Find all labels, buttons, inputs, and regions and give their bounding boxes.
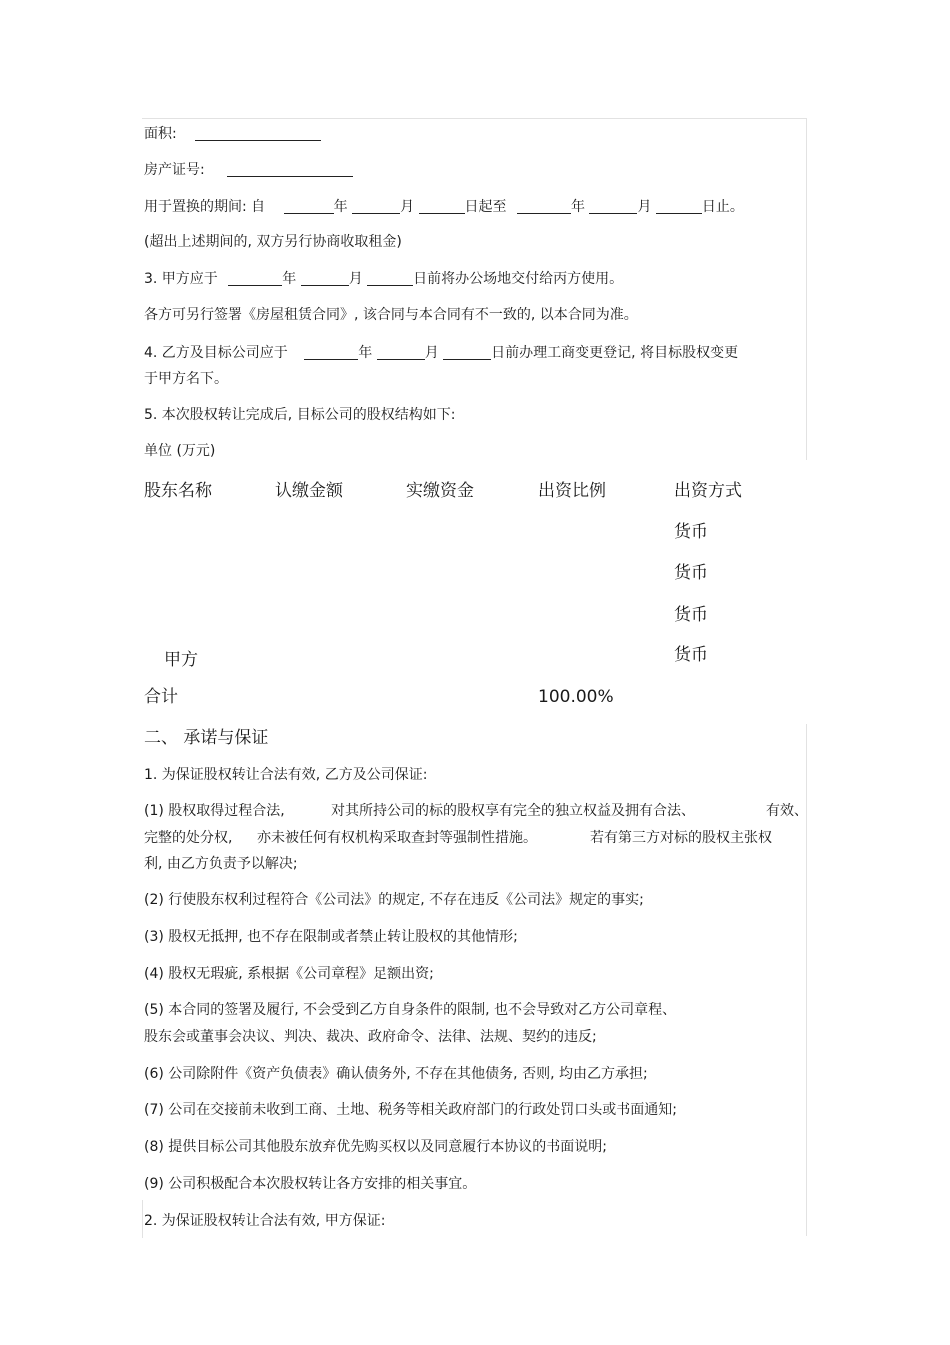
period-year-label-2: 年: [570, 199, 585, 215]
cert-line: [144, 161, 353, 179]
promise-7: (7) 公司在交接前未收到工商、土地、税务等相关政府部门的行政处罚口头或书面通知;: [144, 1102, 677, 1118]
frame-left-line-lower: [142, 1200, 143, 1238]
table-cell-method: 货币: [674, 522, 708, 542]
table-total-ratio: 100.00%: [538, 687, 614, 707]
section-2-heading: 二、 承诺与保证: [144, 728, 269, 748]
item-4-year-label: 年: [358, 345, 373, 361]
promise-1-line-2a: 完整的处分权,: [144, 830, 233, 846]
cert-blank[interactable]: [227, 162, 353, 177]
period-line: [144, 198, 744, 216]
item-3-line: [144, 270, 623, 288]
table-header-ratio: 出资比例: [538, 481, 606, 501]
unit-label: 单位 (万元): [144, 443, 216, 459]
frame-right-line-upper: [806, 118, 807, 460]
promise-5-line-2: 股东会或董事会决议、判决、裁决、政府命令、法律、法规、契约的违反;: [144, 1029, 597, 1045]
period-to-year-blank[interactable]: [517, 199, 571, 214]
period-to-day-blank[interactable]: [656, 199, 702, 214]
item-3-suffix: 日前将办公场地交付给丙方使用。: [413, 271, 624, 287]
promise-9: (9) 公司积极配合本次股权转让各方安排的相关事宜。: [144, 1176, 477, 1192]
promise-6: (6) 公司除附件《资产负债表》确认债务外, 不存在其他债务, 否则, 均由乙方承担;: [144, 1066, 648, 1082]
item-4-year-blank[interactable]: [304, 345, 358, 360]
period-year-label: 年: [333, 199, 348, 215]
item-4-line-2: 于甲方名下。: [144, 371, 228, 387]
period-day-from-label: 日起至: [464, 199, 507, 215]
item-3-day-blank[interactable]: [367, 271, 413, 286]
table-cell-method: 货币: [674, 645, 708, 665]
period-from-month-blank[interactable]: [352, 199, 400, 214]
frame-top-line: [142, 118, 807, 119]
item-3-year-blank[interactable]: [228, 271, 282, 286]
promise-8: (8) 提供目标公司其他股东放弃优先购买权以及同意履行本协议的书面说明;: [144, 1139, 607, 1155]
period-from-day-blank[interactable]: [419, 199, 465, 214]
item-3-prefix: 3. 甲方应于: [144, 271, 218, 287]
promise-1-line-1a: (1) 股权取得过程合法,: [144, 803, 285, 819]
period-note: (超出上述期间的, 双方另行协商收取租金): [144, 234, 402, 250]
promise-1-line-1b: 对其所持公司的标的股权享有完全的独立权益及拥有合法、: [331, 803, 695, 819]
promise-1-line-2b: 亦未被任何有权机构采取查封等强制性措施。: [257, 830, 537, 846]
table-cell-party: 甲方: [164, 650, 198, 670]
lease-note: 各方可另行签署《房屋租赁合同》, 该合同与本合同有不一致的, 以本合同为准。: [144, 307, 638, 323]
table-header-method: 出资方式: [674, 481, 742, 501]
section-2-item-2: 2. 为保证股权转让合法有效, 甲方保证:: [144, 1213, 386, 1229]
item-3-month-blank[interactable]: [301, 271, 349, 286]
item-4-month-blank[interactable]: [377, 345, 425, 360]
item-4-day-blank[interactable]: [443, 345, 491, 360]
area-blank[interactable]: [195, 126, 321, 141]
item-3-month-label: 月: [348, 271, 363, 287]
period-month-label-2: 月: [637, 199, 652, 215]
section-2-item-1: 1. 为保证股权转让合法有效, 乙方及公司保证:: [144, 767, 428, 783]
item-4-line: [144, 344, 738, 362]
promise-1-line-2c: 若有第三方对标的股权主张权: [590, 830, 772, 846]
table-cell-method: 货币: [674, 563, 708, 583]
promise-3: (3) 股权无抵押, 也不存在限制或者禁止转让股权的其他情形;: [144, 929, 518, 945]
promise-2: (2) 行使股东权利过程符合《公司法》的规定, 不存在违反《公司法》规定的事实;: [144, 892, 644, 908]
table-header-subscribed: 认缴金额: [275, 481, 343, 501]
item-5: 5. 本次股权转让完成后, 目标公司的股权结构如下:: [144, 407, 456, 423]
item-3-year-label: 年: [282, 271, 297, 287]
table-cell-method: 货币: [674, 605, 708, 625]
table-total-label: 合计: [144, 687, 178, 707]
period-month-label: 月: [400, 199, 415, 215]
item-4-prefix: 4. 乙方及目标公司应于: [144, 345, 288, 361]
area-label: 面积:: [144, 126, 177, 142]
cert-label: 房产证号:: [144, 162, 205, 178]
period-day-until-label: 日止。: [701, 199, 744, 215]
promise-1-line-3: 利, 由乙方负责予以解决;: [144, 856, 298, 872]
promise-4: (4) 股权无瑕疵, 系根据《公司章程》足额出资;: [144, 966, 434, 982]
period-from-year-blank[interactable]: [284, 199, 334, 214]
item-4-suffix: 日前办理工商变更登记, 将目标股权变更: [491, 345, 739, 361]
area-line: [144, 125, 321, 143]
frame-right-line-lower: [806, 724, 807, 1236]
item-4-month-label: 月: [424, 345, 439, 361]
promise-1-line-1c: 有效、: [766, 803, 808, 819]
period-prefix: 用于置换的期间: 自: [144, 199, 266, 215]
table-header-shareholder: 股东名称: [144, 481, 212, 501]
period-to-month-blank[interactable]: [589, 199, 637, 214]
table-header-paid-in: 实缴资金: [406, 481, 474, 501]
promise-5-line-1: (5) 本合同的签署及履行, 不会受到乙方自身条件的限制, 也不会导致对乙方公司章程、: [144, 1002, 677, 1018]
